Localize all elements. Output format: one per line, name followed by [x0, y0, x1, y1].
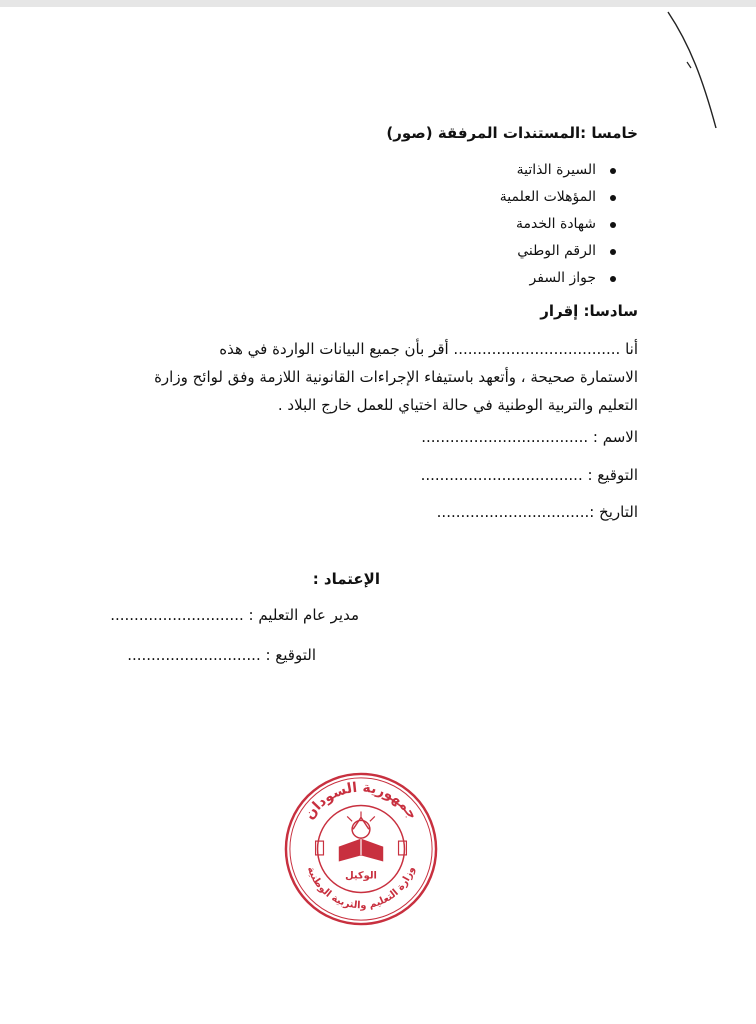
list-item: شهادة الخدمة: [500, 211, 616, 238]
attachments-heading: خامسا :المستندات المرفقة (صور): [386, 124, 638, 142]
declaration-line-1: أنا ................................... أقر بأن جميع البيانات الواردة في هذه: [219, 340, 638, 358]
top-margin-strip: [0, 0, 756, 7]
list-item: الرقم الوطني: [500, 238, 616, 265]
attachments-list: [500, 157, 616, 292]
declaration-line-3: التعليم والتربية الوطنية في حالة اختياي للعمل خارج البلاد .: [277, 396, 638, 414]
stamp-center-label: الوكيل: [345, 870, 377, 882]
list-item: المؤهلات العلمية: [500, 184, 616, 211]
stamp-top-text: جمهورية السودان: [301, 779, 421, 823]
director-field: مدير عام التعليم : ............................: [110, 606, 359, 624]
declaration-heading: سادسا: إقرار: [540, 302, 638, 320]
page-fold-line: [0, 0, 756, 140]
name-field: الاسم : ...................................: [421, 428, 638, 446]
ministry-stamp: [282, 770, 440, 928]
bullet-icon: [610, 249, 616, 255]
list-item: جواز السفر: [500, 265, 616, 292]
bullet-icon: [610, 222, 616, 228]
bullet-icon: [610, 276, 616, 282]
approval-signature-field: التوقيع : ............................: [127, 646, 316, 664]
book-emblem-icon: [339, 811, 382, 860]
bullet-icon: [610, 195, 616, 201]
declaration-line-2: الاستمارة صحيحة ، وأتعهد باستيفاء الإجراءات القانونية اللازمة وفق لوائح وزارة: [154, 368, 638, 386]
list-item: السيرة الذاتية: [500, 157, 616, 184]
signature-field: التوقيع : ..................................: [420, 466, 638, 484]
approval-heading: الإعتماد :: [312, 570, 380, 588]
stamp-bottom-text: وزارة التعليم والتربية الوطنية: [304, 865, 418, 912]
date-field: التاريخ :................................: [436, 503, 638, 521]
bullet-icon: [610, 168, 616, 174]
